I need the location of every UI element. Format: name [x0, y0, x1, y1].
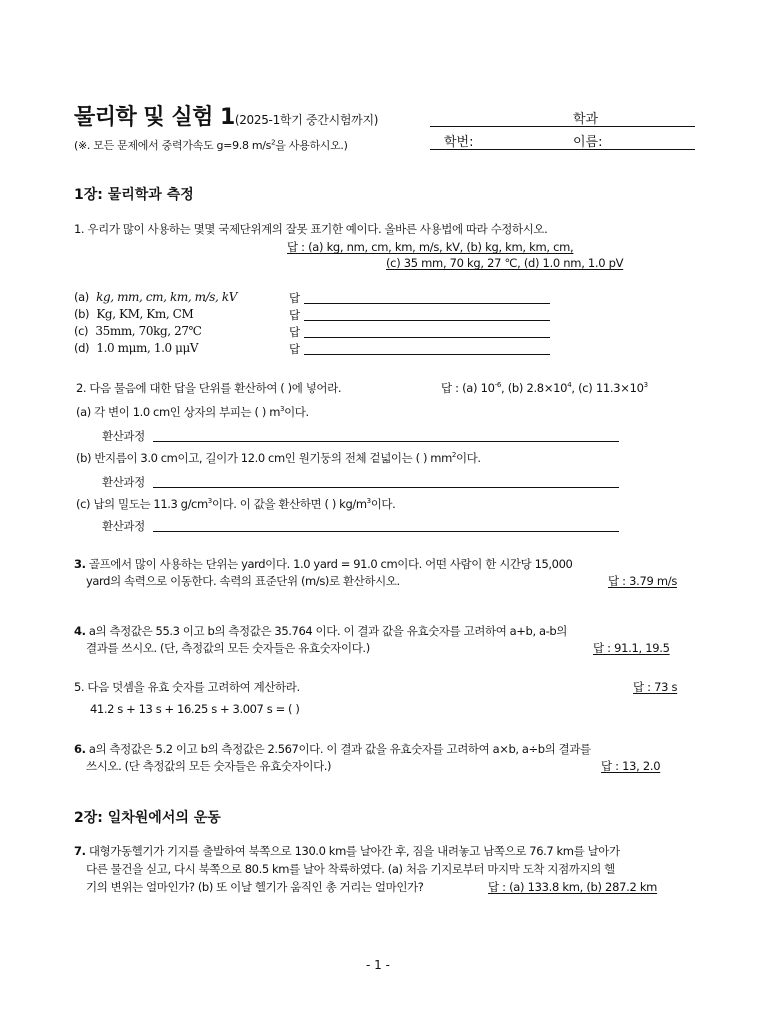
page-number: - 1 -	[366, 958, 390, 972]
q1-item-d	[74, 341, 198, 355]
item-label: (a)	[74, 290, 89, 304]
q1-answer-line1: 답 : (a) kg, nm, cm, km, m/s, kV, (b) kg, km, km, cm,	[287, 240, 574, 254]
q1-item-d-answer-blank[interactable]	[304, 354, 550, 355]
dept-label: 학과	[573, 112, 599, 127]
exp: 3	[207, 497, 212, 506]
q4-number: 4.	[74, 624, 86, 638]
exp: 3	[280, 405, 285, 414]
q2-c-text: (c) 납의 밀도는 11.3 g/cm	[76, 497, 208, 511]
q2-a	[76, 404, 309, 420]
q7-line2: 다른 물건을 싣고, 다시 북쪽으로 80.5 km를 날아 착륙하였다. (a) 처음 기지로부터 마지막 도착 지점까지의 헬	[86, 862, 615, 876]
q2-answer-a: 답 : (a) 10	[441, 381, 495, 395]
note-text: (※. 모든 문제에서 중력가속도 g=9.8 m/s	[74, 139, 272, 152]
exp: 3	[366, 497, 371, 506]
q6-answer: 답 : 13, 2.0	[601, 759, 661, 773]
q2-answer-b: , (b) 2.8×10	[501, 381, 568, 395]
q2-a-work-label: 환산과정	[102, 429, 145, 443]
q1-item-b-answer-label: 답	[289, 308, 300, 322]
q1-text: 1. 우리가 많이 사용하는 몇몇 국제단위계의 잘못 표기한 예이다. 올바른 사용법에 따라 수정하시오.	[74, 222, 548, 236]
q1-item-d-answer-label: 답	[289, 342, 300, 356]
q3-line1	[74, 556, 572, 572]
q2-b-text: (b) 반지름이 3.0 cm이고, 길이가 12.0 cm인 원기둥의 전체 겉넓이는 ( ) mm	[76, 451, 452, 465]
q2-b	[76, 450, 481, 466]
q2-answer	[441, 380, 648, 396]
item-label: (d)	[74, 341, 90, 355]
item-label: (c)	[74, 324, 89, 338]
q2-answer-c: , (c) 11.3×10	[571, 381, 644, 395]
q7-number: 7.	[74, 844, 86, 858]
q2-text: 2. 다음 물음에 대한 답을 단위를 환산하여 ( )에 넣어라.	[76, 381, 342, 395]
q2-c-work-blank[interactable]	[153, 531, 619, 532]
q3-answer: 답 : 3.79 m/s	[608, 574, 678, 588]
title-subtitle: (2025-1학기 중간시험까지)	[234, 113, 379, 127]
q1-item-c-answer-blank[interactable]	[304, 337, 550, 338]
page-title	[74, 100, 378, 131]
q1-item-c	[74, 324, 202, 338]
q4-line1	[74, 623, 567, 639]
item-content: 1.0 mμm, 1.0 μμV	[96, 341, 199, 355]
q1-item-b	[74, 307, 193, 321]
q1-item-b-answer-blank[interactable]	[304, 320, 550, 321]
exp: -6	[494, 381, 501, 390]
q2-c	[76, 496, 395, 512]
q2-a-work-blank[interactable]	[153, 441, 619, 442]
q6-line2: 쓰시오. (단 측정값의 모든 숫자들은 유효숫자이다.)	[86, 759, 332, 773]
item-content: Kg, KM, Km, CM	[96, 307, 194, 321]
q2-a-end: 이다.	[284, 405, 309, 419]
q2-c-mid: 이다. 이 값을 환산하면 ( ) kg/m	[211, 497, 367, 511]
exp: 3	[643, 381, 648, 390]
q1-item-a	[74, 290, 237, 304]
q2-a-text: (a) 각 변이 1.0 cm인 상자의 부피는 ( ) m	[76, 405, 280, 419]
exp: 4	[567, 381, 572, 390]
q3-number: 3.	[74, 557, 86, 571]
dept-line	[430, 126, 695, 127]
q4-answer: 답 : 91.1, 19.5	[593, 641, 670, 655]
q3-line2: yard의 속력으로 이동한다. 속력의 표준단위 (m/s)로 환산하시오.	[86, 574, 400, 588]
q6-line1	[74, 741, 591, 757]
q4-text-line1: a의 측정값은 55.3 이고 b의 측정값은 35.764 이다. 이 결과 값을 유효숫자를 고려하여 a+b, a-b의	[88, 624, 567, 638]
name-label: 이름:	[573, 135, 603, 150]
gravity-note	[74, 137, 348, 153]
chapter2-heading: 2장: 일차원에서의 운동	[74, 810, 221, 826]
id-label: 학번:	[444, 135, 474, 150]
q1-item-c-answer-label: 답	[289, 325, 300, 339]
q7-text-line1: 대형가동헬기가 기지를 출발하여 북쪽으로 130.0 km를 날아간 후, 짐을 내려놓고 남쪽으로 76.7 km를 날아가	[88, 844, 620, 858]
q7-answer: 답 : (a) 133.8 km, (b) 287.2 km	[488, 880, 658, 894]
q2-b-end: 이다.	[455, 451, 481, 465]
q2-c-end: 이다.	[370, 497, 396, 511]
item-label: (b)	[74, 307, 90, 321]
item-content: 35mm, 70kg, 27℃	[95, 324, 202, 338]
q2-b-work-label: 환산과정	[102, 475, 145, 489]
q2-c-work-label: 환산과정	[102, 519, 145, 533]
title-main: 물리학 및 실험 1	[74, 105, 235, 130]
q2-b-work-blank[interactable]	[153, 487, 619, 488]
chapter1-heading: 1장: 물리학과 측정	[74, 187, 194, 203]
q3-text-line1: 골프에서 많이 사용하는 단위는 yard이다. 1.0 yard = 91.0 cm이다. 어떤 사람이 한 시간당 15,000	[88, 557, 573, 571]
q5-answer: 답 : 73 s	[633, 680, 678, 694]
q5-line1: 5. 다음 덧셈을 유효 숫자를 고려하여 계산하라.	[74, 680, 300, 694]
note-exponent: 2	[271, 138, 276, 147]
item-content: kg, mm, cm, km, m/s, kV	[96, 290, 238, 304]
q1-item-a-answer-label: 답	[289, 291, 300, 305]
q5-expression: 41.2 s + 13 s + 16.25 s + 3.007 s = ( )	[90, 702, 300, 716]
q1-item-a-answer-blank[interactable]	[304, 303, 550, 304]
q1-answer-line2: (c) 35 mm, 70 kg, 27 ℃, (d) 1.0 nm, 1.0 pV	[386, 256, 624, 270]
q6-text-line1: a의 측정값은 5.2 이고 b의 측정값은 2.567이다. 이 결과 값을 유효숫자를 고려하여 a×b, a÷b의 결과를	[88, 742, 591, 756]
q6-number: 6.	[74, 742, 86, 756]
q4-line2: 결과를 쓰시오. (단, 측정값의 모든 숫자들은 유효숫자이다.)	[86, 641, 370, 655]
exp: 2	[451, 451, 456, 460]
q7-line1	[74, 843, 620, 859]
q7-line3: 기의 변위는 얼마인가? (b) 또 이날 헬기가 움직인 총 거리는 얼마인가?	[86, 880, 424, 894]
note-suffix: 을 사용하시오.)	[275, 139, 348, 152]
